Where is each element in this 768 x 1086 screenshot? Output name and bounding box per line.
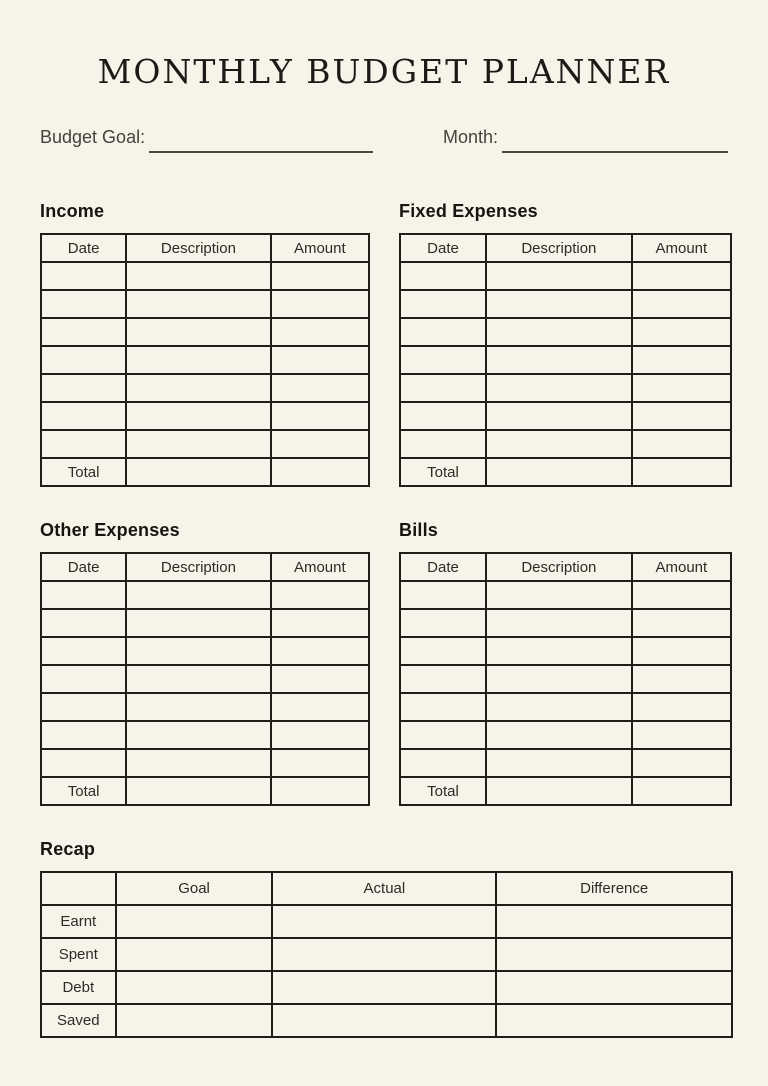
other-expenses-row7-amount-cell[interactable]: [271, 749, 369, 777]
other-expenses-row4-description-cell[interactable]: [126, 665, 270, 693]
recap-row-label-earnt: Earnt: [41, 905, 116, 938]
other-expenses-column-header-description: Description: [126, 553, 270, 581]
income-row-1: [41, 262, 369, 290]
income-row-5: [41, 374, 369, 402]
bills-total-amount-cell[interactable]: [632, 777, 731, 805]
bills-row6-description-cell[interactable]: [486, 721, 632, 749]
other-expenses-row-2: [41, 609, 369, 637]
bills-row1-date-cell[interactable]: [400, 581, 486, 609]
other-expenses-row-7: [41, 749, 369, 777]
recap-row-label-saved: Saved: [41, 1004, 116, 1037]
other-expenses-row6-date-cell[interactable]: [41, 721, 126, 749]
income-row2-description-cell[interactable]: [126, 290, 270, 318]
month-label: Month:: [443, 127, 499, 147]
fixed-expenses-row-3: [400, 318, 731, 346]
recap-header-row: [41, 872, 732, 905]
recap-saved-actual-cell[interactable]: [272, 1004, 496, 1037]
income-row4-description-cell[interactable]: [126, 346, 270, 374]
other-expenses-row-1: [41, 581, 369, 609]
income-total-amount-cell[interactable]: [271, 458, 369, 486]
fixed-expenses-row1-description-cell[interactable]: [486, 262, 632, 290]
recap-column-header-actual: Actual: [272, 872, 496, 905]
page-title: MONTHLY BUDGET PLANNER: [97, 52, 671, 91]
income-column-header-description: Description: [126, 234, 270, 262]
bills-total-description-cell[interactable]: [486, 777, 632, 805]
fixed-expenses-row-4: [400, 346, 731, 374]
other-expenses-section: [40, 520, 370, 806]
fixed-expenses-row2-date-cell[interactable]: [400, 290, 486, 318]
fixed-expenses-heading: Fixed Expenses: [399, 201, 538, 221]
income-column-header-date: Date: [41, 234, 126, 262]
income-row3-date-cell[interactable]: [41, 318, 126, 346]
other-expenses-row5-amount-cell[interactable]: [271, 693, 369, 721]
bills-row1-amount-cell[interactable]: [632, 581, 731, 609]
other-expenses-row1-amount-cell[interactable]: [271, 581, 369, 609]
bills-row-4: [400, 665, 731, 693]
other-expenses-row-4: [41, 665, 369, 693]
recap-debt-actual-cell[interactable]: [272, 971, 496, 1004]
other-expenses-heading: Other Expenses: [40, 520, 180, 540]
other-expenses-row1-description-cell[interactable]: [126, 581, 270, 609]
bills-row5-amount-cell[interactable]: [632, 693, 731, 721]
income-row6-amount-cell[interactable]: [271, 402, 369, 430]
other-expenses-row2-description-cell[interactable]: [126, 609, 270, 637]
bills-row-6: [400, 721, 731, 749]
income-total-row: [41, 458, 369, 486]
other-expenses-row-3: [41, 637, 369, 665]
fixed-expenses-row-2: [400, 290, 731, 318]
fixed-expenses-row-7: [400, 430, 731, 458]
fixed-expenses-row3-amount-cell[interactable]: [632, 318, 731, 346]
bills-total-row: [400, 777, 731, 805]
recap-row-saved: [41, 1004, 732, 1037]
bills-row7-date-cell[interactable]: [400, 749, 486, 777]
fixed-expenses-row1-amount-cell[interactable]: [632, 262, 731, 290]
budget-goal-field: [40, 120, 373, 153]
fixed-expenses-row7-amount-cell[interactable]: [632, 430, 731, 458]
other-expenses-row3-description-cell[interactable]: [126, 637, 270, 665]
fixed-expenses-row5-description-cell[interactable]: [486, 374, 632, 402]
income-row6-description-cell[interactable]: [126, 402, 270, 430]
bills-row-1: [400, 581, 731, 609]
bills-row6-amount-cell[interactable]: [632, 721, 731, 749]
income-row1-date-cell[interactable]: [41, 262, 126, 290]
fixed-expenses-row-5: [400, 374, 731, 402]
month-field: [443, 120, 728, 153]
fixed-expenses-row7-date-cell[interactable]: [400, 430, 486, 458]
bills-total-label: Total: [400, 777, 486, 805]
recap-earnt-difference-cell[interactable]: [496, 905, 732, 938]
recap-table: [40, 871, 733, 1038]
other-expenses-row1-date-cell[interactable]: [41, 581, 126, 609]
other-expenses-column-header-date: Date: [41, 553, 126, 581]
bills-row2-description-cell[interactable]: [486, 609, 632, 637]
income-row-7: [41, 430, 369, 458]
fixed-expenses-row6-description-cell[interactable]: [486, 402, 632, 430]
budget-goal-input-line[interactable]: [149, 151, 373, 153]
recap-debt-goal-cell[interactable]: [116, 971, 273, 1004]
recap-column-header-difference: Difference: [496, 872, 732, 905]
income-table: [40, 233, 370, 487]
bills-table: [399, 552, 732, 806]
income-row-6: [41, 402, 369, 430]
recap-saved-difference-cell[interactable]: [496, 1004, 732, 1037]
other-expenses-row5-date-cell[interactable]: [41, 693, 126, 721]
income-column-header-amount: Amount: [271, 234, 369, 262]
bills-row1-description-cell[interactable]: [486, 581, 632, 609]
other-expenses-row4-date-cell[interactable]: [41, 665, 126, 693]
fixed-expenses-row3-description-cell[interactable]: [486, 318, 632, 346]
bills-row7-amount-cell[interactable]: [632, 749, 731, 777]
budget-goal-label: Budget Goal:: [40, 127, 146, 147]
other-expenses-total-label: Total: [41, 777, 126, 805]
bills-column-header-amount: Amount: [632, 553, 731, 581]
fixed-expenses-section: [399, 201, 732, 487]
recap-spent-difference-cell[interactable]: [496, 938, 732, 971]
bills-row4-amount-cell[interactable]: [632, 665, 731, 693]
other-expenses-column-header-amount: Amount: [271, 553, 369, 581]
bills-header-row: [400, 553, 731, 581]
fixed-expenses-row2-description-cell[interactable]: [486, 290, 632, 318]
recap-row-spent: [41, 938, 732, 971]
other-expenses-row6-description-cell[interactable]: [126, 721, 270, 749]
other-expenses-row7-description-cell[interactable]: [126, 749, 270, 777]
fixed-expenses-row2-amount-cell[interactable]: [632, 290, 731, 318]
bills-row-2: [400, 609, 731, 637]
income-row5-description-cell[interactable]: [126, 374, 270, 402]
other-expenses-table: [40, 552, 370, 806]
income-row4-date-cell[interactable]: [41, 346, 126, 374]
recap-section: [40, 839, 733, 1038]
fixed-expenses-total-amount-cell[interactable]: [632, 458, 731, 486]
other-expenses-row7-date-cell[interactable]: [41, 749, 126, 777]
other-expenses-row-6: [41, 721, 369, 749]
income-row6-date-cell[interactable]: [41, 402, 126, 430]
fixed-expenses-column-header-date: Date: [400, 234, 486, 262]
income-row2-date-cell[interactable]: [41, 290, 126, 318]
bills-row5-date-cell[interactable]: [400, 693, 486, 721]
recap-row-earnt: [41, 905, 732, 938]
fixed-expenses-column-header-description: Description: [486, 234, 632, 262]
income-row1-description-cell[interactable]: [126, 262, 270, 290]
fixed-expenses-row1-date-cell[interactable]: [400, 262, 486, 290]
fixed-expenses-header-row: [400, 234, 731, 262]
fixed-expenses-column-header-amount: Amount: [632, 234, 731, 262]
income-row7-amount-cell[interactable]: [271, 430, 369, 458]
recap-row-label-spent: Spent: [41, 938, 116, 971]
fixed-expenses-row4-description-cell[interactable]: [486, 346, 632, 374]
bills-heading: Bills: [399, 520, 439, 540]
fixed-expenses-total-row: [400, 458, 731, 486]
recap-earnt-actual-cell[interactable]: [272, 905, 496, 938]
other-expenses-row4-amount-cell[interactable]: [271, 665, 369, 693]
fixed-expenses-row-1: [400, 262, 731, 290]
other-expenses-total-description-cell[interactable]: [126, 777, 270, 805]
other-expenses-row2-amount-cell[interactable]: [271, 609, 369, 637]
fixed-expenses-row4-date-cell[interactable]: [400, 346, 486, 374]
bills-row7-description-cell[interactable]: [486, 749, 632, 777]
recap-row-debt: [41, 971, 732, 1004]
bills-row-7: [400, 749, 731, 777]
other-expenses-row5-description-cell[interactable]: [126, 693, 270, 721]
fixed-expenses-total-label: Total: [400, 458, 486, 486]
fixed-expenses-row4-amount-cell[interactable]: [632, 346, 731, 374]
fixed-expenses-row6-date-cell[interactable]: [400, 402, 486, 430]
bills-row2-date-cell[interactable]: [400, 609, 486, 637]
income-row3-amount-cell[interactable]: [271, 318, 369, 346]
recap-row-label-debt: Debt: [41, 971, 116, 1004]
income-row1-amount-cell[interactable]: [271, 262, 369, 290]
fixed-expenses-row3-date-cell[interactable]: [400, 318, 486, 346]
fixed-expenses-total-description-cell[interactable]: [486, 458, 632, 486]
income-total-description-cell[interactable]: [126, 458, 270, 486]
other-expenses-row6-amount-cell[interactable]: [271, 721, 369, 749]
fixed-expenses-row6-amount-cell[interactable]: [632, 402, 731, 430]
income-row-4: [41, 346, 369, 374]
income-row7-description-cell[interactable]: [126, 430, 270, 458]
income-row-3: [41, 318, 369, 346]
income-row5-date-cell[interactable]: [41, 374, 126, 402]
recap-saved-goal-cell[interactable]: [116, 1004, 273, 1037]
bills-row4-description-cell[interactable]: [486, 665, 632, 693]
bills-column-header-description: Description: [486, 553, 632, 581]
income-row3-description-cell[interactable]: [126, 318, 270, 346]
recap-debt-difference-cell[interactable]: [496, 971, 732, 1004]
income-row7-date-cell[interactable]: [41, 430, 126, 458]
bills-row-5: [400, 693, 731, 721]
income-section: [40, 201, 370, 487]
recap-heading: Recap: [40, 839, 96, 859]
recap-column-header-goal: Goal: [116, 872, 273, 905]
recap-earnt-goal-cell[interactable]: [116, 905, 273, 938]
bills-row-3: [400, 637, 731, 665]
fixed-expenses-row5-date-cell[interactable]: [400, 374, 486, 402]
other-expenses-total-row: [41, 777, 369, 805]
month-input-line[interactable]: [502, 151, 728, 153]
fixed-expenses-row5-amount-cell[interactable]: [632, 374, 731, 402]
income-row4-amount-cell[interactable]: [271, 346, 369, 374]
income-total-label: Total: [41, 458, 126, 486]
bills-row2-amount-cell[interactable]: [632, 609, 731, 637]
other-expenses-row-5: [41, 693, 369, 721]
income-header-row: [41, 234, 369, 262]
fixed-expenses-row7-description-cell[interactable]: [486, 430, 632, 458]
income-row2-amount-cell[interactable]: [271, 290, 369, 318]
income-row-2: [41, 290, 369, 318]
bills-row5-description-cell[interactable]: [486, 693, 632, 721]
bills-column-header-date: Date: [400, 553, 486, 581]
recap-spent-actual-cell[interactable]: [272, 938, 496, 971]
fixed-expenses-table: [399, 233, 732, 487]
bills-row6-date-cell[interactable]: [400, 721, 486, 749]
bills-row3-date-cell[interactable]: [400, 637, 486, 665]
other-expenses-row3-date-cell[interactable]: [41, 637, 126, 665]
other-expenses-row3-amount-cell[interactable]: [271, 637, 369, 665]
recap-spent-goal-cell[interactable]: [116, 938, 273, 971]
other-expenses-row2-date-cell[interactable]: [41, 609, 126, 637]
income-heading: Income: [40, 201, 105, 221]
bills-row3-description-cell[interactable]: [486, 637, 632, 665]
bills-row3-amount-cell[interactable]: [632, 637, 731, 665]
other-expenses-header-row: [41, 553, 369, 581]
fixed-expenses-row-6: [400, 402, 731, 430]
other-expenses-total-amount-cell[interactable]: [271, 777, 369, 805]
income-row5-amount-cell[interactable]: [271, 374, 369, 402]
bills-section: [399, 520, 732, 806]
bills-row4-date-cell[interactable]: [400, 665, 486, 693]
recap-corner-cell: [41, 872, 116, 905]
